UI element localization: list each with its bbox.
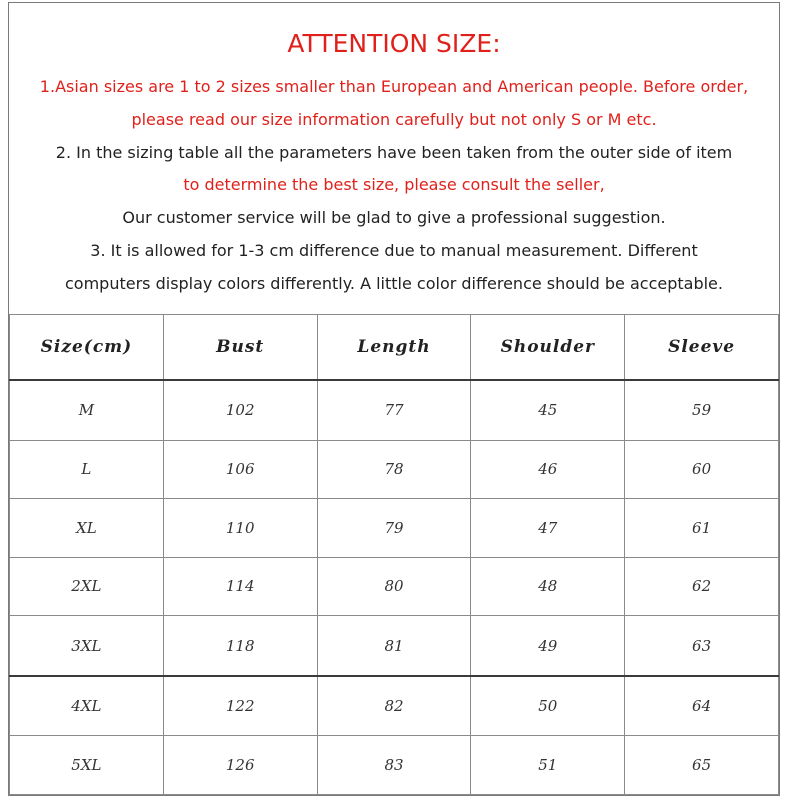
table-row	[10, 380, 779, 440]
cell-sleeve: 60	[625, 440, 779, 499]
cell-shoulder: 45	[471, 380, 625, 440]
cell-length: 79	[317, 499, 471, 558]
cell-length: 82	[317, 676, 471, 736]
cell-shoulder: 49	[471, 616, 625, 676]
cell-sleeve: 59	[625, 380, 779, 440]
cell-sleeve: 62	[625, 557, 779, 616]
table-row	[10, 440, 779, 499]
cell-length: 77	[317, 380, 471, 440]
cell-size: XL	[10, 499, 164, 558]
cell-size: 2XL	[10, 557, 164, 616]
cell-size: M	[10, 380, 164, 440]
header-bust: Bust	[163, 315, 317, 381]
cell-bust: 118	[163, 616, 317, 676]
cell-bust: 122	[163, 676, 317, 736]
cell-shoulder: 46	[471, 440, 625, 499]
cell-length: 80	[317, 557, 471, 616]
notice-line-3: 2. In the sizing table all the parameters have been taken from the outer side of item	[55, 143, 733, 162]
size-chart-sheet	[8, 2, 780, 796]
cell-bust: 106	[163, 440, 317, 499]
cell-length: 78	[317, 440, 471, 499]
header-sleeve: Sleeve	[625, 315, 779, 381]
cell-sleeve: 65	[625, 736, 779, 795]
cell-shoulder: 50	[471, 676, 625, 736]
attention-notice	[9, 3, 779, 313]
header-size: Size(cm)	[10, 315, 164, 381]
table-row	[10, 557, 779, 616]
cell-length: 83	[317, 736, 471, 795]
notice-line-7: computers display colors differently. A little color difference should be acceptable.	[65, 274, 723, 293]
size-table	[9, 314, 779, 795]
notice-title: ATTENTION SIZE:	[287, 29, 501, 58]
header-length: Length	[317, 315, 471, 381]
table-row	[10, 499, 779, 558]
notice-line-1: 1.Asian sizes are 1 to 2 sizes smaller than European and American people. Before order,	[39, 77, 749, 96]
cell-shoulder: 51	[471, 736, 625, 795]
notice-line-5: Our customer service will be glad to give a professional suggestion.	[122, 208, 666, 227]
cell-size: 5XL	[10, 736, 164, 795]
header-shoulder: Shoulder	[471, 315, 625, 381]
cell-bust: 126	[163, 736, 317, 795]
notice-line-4: to determine the best size, please consult the seller,	[183, 175, 605, 194]
table-header-row	[10, 315, 779, 381]
cell-size: L	[10, 440, 164, 499]
table-row	[10, 736, 779, 795]
cell-bust: 102	[163, 380, 317, 440]
cell-size: 3XL	[10, 616, 164, 676]
cell-length: 81	[317, 616, 471, 676]
cell-bust: 114	[163, 557, 317, 616]
notice-line-2: please read our size information carefully but not only S or M etc.	[131, 110, 657, 129]
cell-shoulder: 48	[471, 557, 625, 616]
cell-sleeve: 61	[625, 499, 779, 558]
cell-shoulder: 47	[471, 499, 625, 558]
table-row	[10, 616, 779, 676]
cell-size: 4XL	[10, 676, 164, 736]
cell-sleeve: 64	[625, 676, 779, 736]
cell-bust: 110	[163, 499, 317, 558]
notice-line-6: 3. It is allowed for 1-3 cm difference due to manual measurement. Different	[90, 241, 698, 260]
cell-sleeve: 63	[625, 616, 779, 676]
table-row	[10, 676, 779, 736]
